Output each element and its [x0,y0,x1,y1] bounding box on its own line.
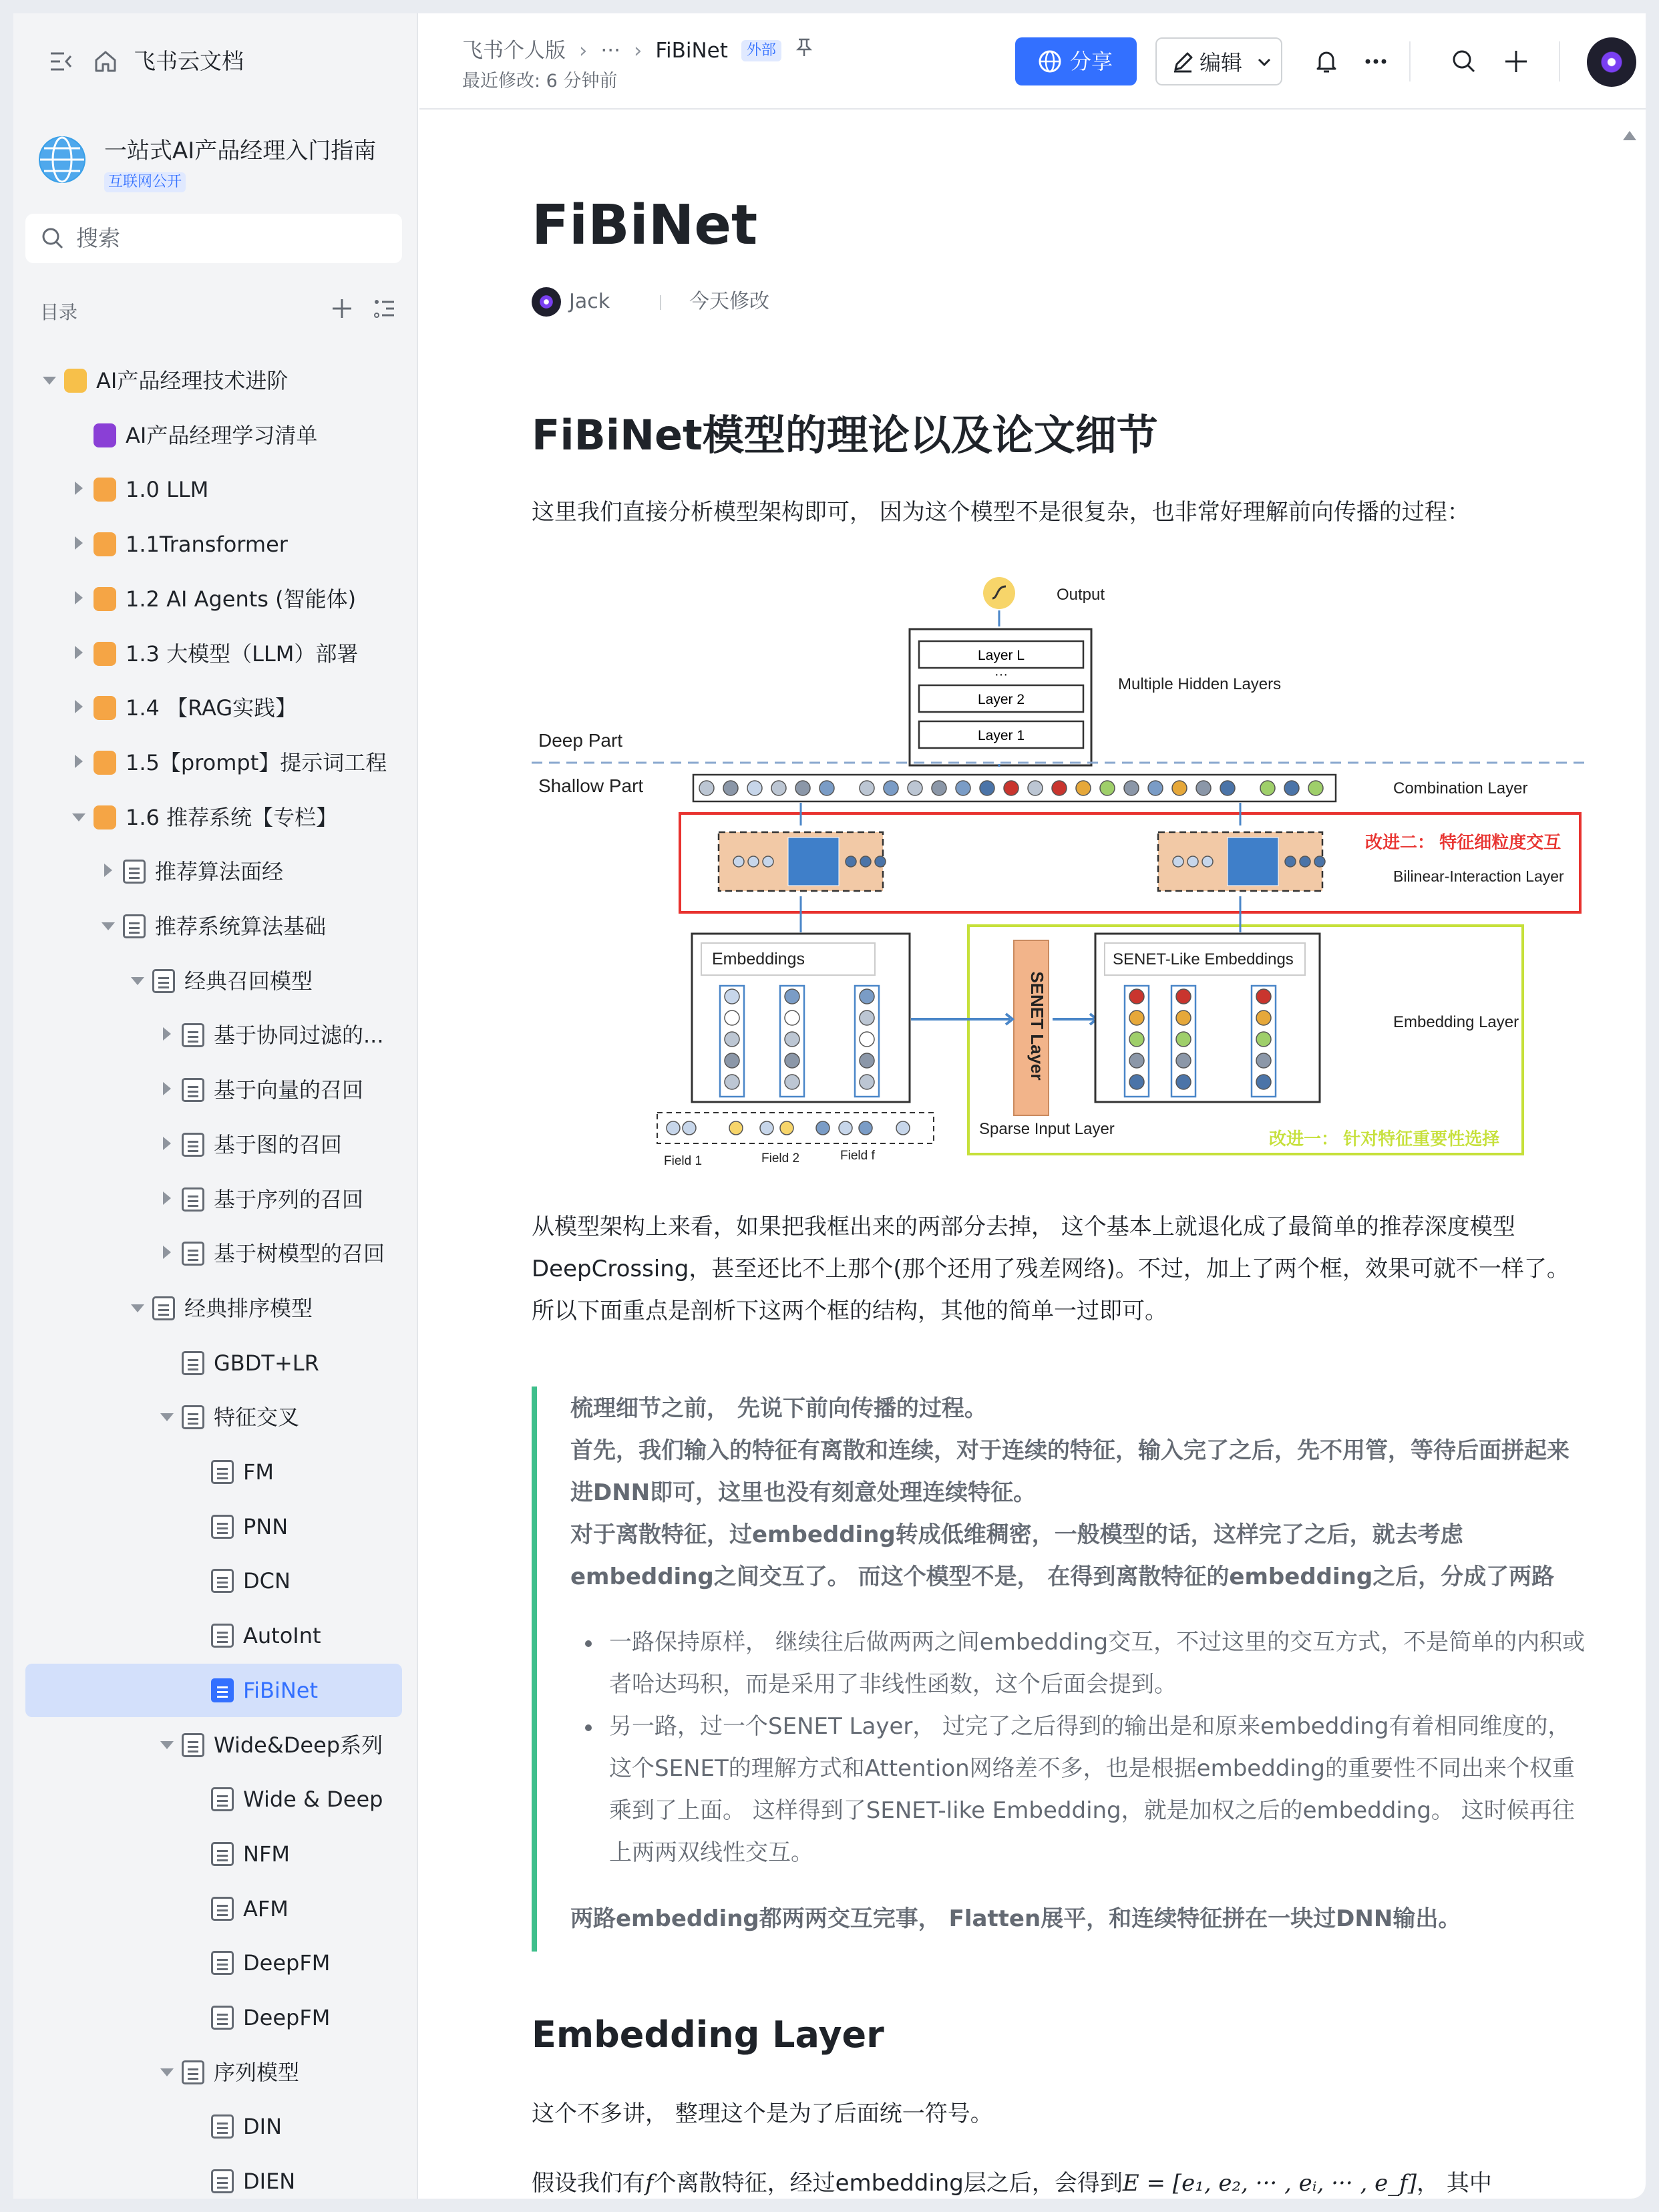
combination-node [932,781,946,795]
embedding-node [860,1010,874,1025]
sidebar-item-label: 基于树模型的召回 [214,1241,385,1267]
sidebar-item[interactable] [25,1173,402,1226]
embedding-node [1176,1075,1191,1089]
sidebar-item[interactable] [25,1227,402,1280]
sidebar-item-label: 1.2 AI Agents (智能体) [126,586,357,612]
combination-node [1004,781,1019,795]
text-fragment: 个离散特征，经过embedding层之后，会得到 [653,2170,1123,2197]
embedding-node [725,1053,739,1068]
expand-arrow-right-icon[interactable] [104,864,112,877]
embedding-node [725,1010,739,1025]
sidebar-item[interactable] [25,681,402,735]
svg-text:···: ··· [994,667,1008,682]
expand-arrow-right-icon[interactable] [163,1191,171,1205]
last-modified: 最近修改: 6 分钟前 [462,71,618,91]
sparse-node [760,1121,773,1135]
doc-icon [211,2114,234,2139]
breadcrumb-root[interactable]: 飞书个人版 [462,38,566,63]
math-embedding-matrix: E = [e₁, e₂, ··· , eᵢ, ··· , e_f] [1122,2170,1417,2197]
sidebar-item-label: DIN [243,2114,283,2140]
orange-app-icon [94,696,116,720]
label-layer-1: Layer 1 [977,728,1025,743]
chevron-down-icon [1257,55,1272,69]
sidebar-item-label: 基于协同过滤的... [214,1023,384,1049]
sidebar-item-label: 基于序列的召回 [214,1186,364,1212]
combination-node [884,781,898,795]
embedding-node [860,1032,874,1047]
embedding-node [1256,1032,1271,1047]
bilinear-node [1300,856,1310,867]
expand-arrow-right-icon[interactable] [75,591,83,604]
toc-list-icon[interactable] [371,295,398,322]
sidebar-item-label: 特征交叉 [214,1405,300,1431]
sparse-node [839,1121,852,1135]
sidebar-item-label: 1.5【prompt】提示词工程 [126,749,387,775]
sidebar-collapse-icon[interactable] [48,48,75,75]
doc-icon [182,1733,204,1757]
combination-node [860,781,874,795]
sidebar-item[interactable] [25,2155,402,2208]
quote-line-2: 首先，我们输入的特征有离散和连续，对于连续的特征，输入完了之后，先不用管，等待后面拼起来进DNN即可，这里也没有刻意处理连续特征。 [570,1437,1570,1506]
fibinet-diagram [532,572,1594,1168]
embedding-node [860,1053,874,1068]
embedding-node [1256,989,1271,1004]
combination-node [1196,781,1211,795]
sidebar-item[interactable] [25,2100,402,2153]
sidebar-item-label: FiBiNet [243,1677,318,1703]
combination-node [1308,781,1323,795]
embedding-node [725,989,739,1004]
embedding-node [1129,1075,1144,1089]
label-bilinear: Bilinear-Interaction Layer [1393,868,1564,885]
embedding-node [1256,1075,1271,1089]
space-header[interactable] [39,126,413,199]
sidebar-item[interactable] [25,791,402,844]
doc-icon [123,914,146,938]
expand-arrow-right-icon[interactable] [75,646,83,659]
embedding-node [1256,1010,1271,1025]
bilinear-node [1314,856,1325,867]
bilinear-node [1202,856,1213,867]
sidebar-item[interactable] [25,463,402,516]
create-icon[interactable] [1503,48,1529,75]
doc-icon [211,2169,234,2193]
sidebar-item[interactable] [25,572,402,626]
meta-divider [660,295,661,310]
embedding-node [785,1032,799,1047]
callout-quote [532,1387,1594,1952]
orange-app-icon [94,532,116,556]
sidebar-item-label: NFM [243,1841,290,1867]
sidebar-item[interactable] [25,736,402,789]
doc-icon [123,860,146,884]
sidebar-item-label: Wide&Deep系列 [214,1732,383,1758]
bilinear-node [1285,856,1296,867]
doc-icon [211,1460,234,1484]
combination-node [1076,781,1091,795]
combination-node [747,781,762,795]
sidebar-item[interactable] [25,1500,402,1553]
sidebar-item-label: 基于向量的召回 [214,1077,364,1103]
expand-arrow-down-icon[interactable] [160,1413,174,1421]
embedding-node [860,1075,874,1089]
share-button[interactable] [1015,37,1137,85]
sidebar-item-label: 1.0 LLM [126,477,209,503]
orange-app-icon [94,587,116,611]
doc-icon [182,1078,204,1102]
sidebar-item[interactable] [25,1773,402,1826]
quote-bullets [570,1622,1586,1874]
breadcrumb-current[interactable]: FiBiNet [655,38,728,63]
breadcrumb [462,36,813,64]
sparse-node [859,1121,872,1135]
intro-paragraph: 这里我们直接分析模型架构即可， 因为这个模型不是很复杂，也非常好理解前向传播的过程： [532,499,1470,526]
combination-node [771,781,786,795]
toc-label: 目录 [40,301,78,323]
sidebar-item-label: AutoInt [243,1623,321,1649]
sidebar-item[interactable] [25,518,402,571]
sidebar-item-label: FM [243,1459,274,1485]
embedding-paragraph-2 [532,2163,1587,2205]
expand-arrow-down-icon[interactable] [131,1304,144,1312]
toolbar-divider [1559,41,1560,81]
floppy-icon [94,423,116,447]
label-multiple-hidden: Multiple Hidden Layers [1118,675,1282,693]
sidebar-item-label: DeepFM [243,2005,331,2030]
embedding-node [1129,1010,1144,1025]
sparse-node [780,1121,793,1135]
sidebar-item-label: DCN [243,1568,291,1594]
sidebar-item-label: 1.4 【RAG实践】 [126,695,297,721]
breadcrumb-separator-icon: › [633,38,642,63]
space-public-badge: 互联网公开 [104,172,186,192]
doc-icon [211,1787,234,1811]
embedding-node [1176,1032,1191,1047]
expand-arrow-right-icon[interactable] [75,755,83,768]
sidebar-item[interactable] [25,1827,402,1881]
toolbar-divider [1409,41,1411,81]
bilinear-node [763,856,773,867]
embedding-node [1129,1032,1144,1047]
sidebar-header [13,13,418,114]
bilinear-node [733,856,744,867]
sidebar-item[interactable] [25,900,402,953]
sidebar-item[interactable] [25,1718,402,1772]
search-icon [40,226,65,251]
label-senet-like: SENET-Like Embeddings [1113,950,1294,968]
sidebar-item-label: Wide & Deep [243,1787,383,1813]
toc-header [40,294,401,327]
expand-arrow-down-icon[interactable] [102,922,115,930]
doc-icon [182,1187,204,1212]
heading-embedding-layer: Embedding Layer [532,2014,884,2056]
sidebar-item-label: 1.6 推荐系统【专栏】 [126,804,338,830]
search-icon[interactable] [1451,48,1477,75]
more-icon[interactable] [1362,48,1389,75]
embedding-node [785,1075,799,1089]
expand-arrow-down-icon[interactable] [43,377,56,385]
doc-icon [152,1296,175,1320]
expand-arrow-right-icon[interactable] [75,700,83,713]
sidebar-item[interactable] [25,409,402,462]
sidebar-item[interactable] [25,1282,402,1335]
sidebar-item-label: GBDT+LR [214,1350,319,1376]
sidebar-item-label: AI产品经理学习清单 [126,422,318,448]
combination-node [956,781,970,795]
bilinear-node [1187,856,1198,867]
doc-icon [182,2060,204,2084]
label-embeddings: Embeddings [712,950,805,968]
sidebar-item[interactable] [25,1118,402,1171]
sidebar-item[interactable] [25,1336,402,1390]
sidebar-item[interactable] [25,1882,402,1936]
doc-icon [211,2006,234,2030]
label-improve-1: 改进一： 针对特征重要性选择 [1269,1129,1500,1149]
sidebar-item-label: 序列模型 [214,2059,300,2085]
app-window [13,13,1646,2199]
combination-node [908,781,922,795]
doc-icon [182,1405,204,1429]
expand-arrow-down-icon[interactable] [72,813,85,821]
doc-icon [182,1351,204,1375]
search-input[interactable]: 搜索 [76,225,120,251]
sidebar-item[interactable] [25,1609,402,1662]
home-icon[interactable] [92,48,119,75]
embedding-paragraph-1: 这个不多讲， 整理这个是为了后面统一符号。 [532,2100,993,2127]
combination-node [1220,781,1235,795]
sidebar-item-label: DIEN [243,2169,296,2195]
sidebar-item[interactable] [25,845,402,898]
orange-app-icon [94,751,116,775]
doc-icon [211,1624,234,1648]
label-combination: Combination Layer [1393,779,1528,797]
sidebar-item-label: PNN [243,1513,289,1539]
breadcrumb-separator-icon: › [579,38,588,63]
label-improve-2: 改进二： 特征细粒度交互 [1365,832,1561,852]
sidebar-item[interactable] [25,1391,402,1444]
sidebar-item-label: 经典排序模型 [184,1295,313,1321]
combination-node [1284,781,1299,795]
edit-label: 编辑 [1200,50,1243,75]
label-senet-layer: SENET Layer [1027,971,1047,1081]
combination-node [1172,781,1187,795]
sidebar-item-label: 1.1Transformer [126,532,288,558]
doc-content [419,111,1646,2199]
sparse-node [729,1121,743,1135]
breadcrumb-more[interactable]: ··· [600,38,620,63]
bullet-item: 一路保持原样， 继续往后做两两之间embedding交互，不过这里的交互方式，不是简单的内积或者哈达玛积，而是采用了非线性函数，这个后面会提到。 [570,1622,1586,1706]
sidebar-item-label: 经典召回模型 [184,968,313,994]
label-deep-part: Deep Part [538,730,623,751]
quote-line-3: 对于离散特征，过embedding转成低维稠密，一般模型的话，这样完了之后，就去考虑embedding之间交互了。 而这个模型不是， 在得到离散特征的embedding之后，分成了两路 [570,1521,1555,1590]
expand-arrow-right-icon[interactable] [163,1246,171,1259]
sidebar-item[interactable] [25,627,402,681]
sidebar-item-label: AFM [243,1895,289,1921]
pin-icon[interactable] [795,37,813,64]
embedding-node [1176,1053,1191,1068]
bell-icon[interactable] [1313,48,1340,75]
doc-icon [211,1569,234,1593]
expand-arrow-right-icon[interactable] [163,1082,171,1095]
quote-conclusion: 两路embedding都两两交互完事， Flatten展平，和连续特征拼在一块过DNN输出。 [570,1905,1461,1932]
sidebar-item[interactable] [25,1445,402,1499]
modified-time: 今天修改 [689,290,769,313]
combination-node [1260,781,1275,795]
expand-arrow-right-icon[interactable] [75,482,83,495]
author-avatar[interactable] [532,287,561,317]
doc-icon [211,1897,234,1921]
expand-arrow-down-icon[interactable] [131,977,144,985]
embedding-node [1129,989,1144,1004]
label-layer-l: Layer L [977,648,1025,663]
scroll-up-icon[interactable] [1623,131,1636,140]
text-fragment: ， 其中 [1417,2170,1492,2197]
bilinear-node [1173,856,1183,867]
share-label: 分享 [1070,49,1113,74]
author-name[interactable]: Jack [569,290,610,313]
embedding-node [785,1053,799,1068]
combination-node [699,781,714,795]
doc-title: FiBiNet [532,194,758,257]
sidebar-item-label: 推荐系统算法基础 [155,914,327,939]
sidebar-item[interactable] [25,1063,402,1117]
sidebar-item[interactable] [25,1554,402,1608]
pen-icon [1171,51,1194,73]
combination-node [1124,781,1139,795]
sidebar-item[interactable] [25,1936,402,1990]
combination-node [1028,781,1043,795]
architecture-paragraph: 从模型架构上来看，如果把我框出来的两部分去掉， 这个基本上就退化成了最简单的推荐深度模型DeepCrossing，甚至还比不上那个(那个还用了残差网络)。不过，加上了两个框，效果可就不一样了。所以下面重点是剖析下这两个框的结构，其他的简单一过即可。 [532,1214,1570,1324]
sparse-node [896,1121,910,1135]
expand-arrow-right-icon[interactable] [75,536,83,550]
sidebar-item[interactable] [25,2046,402,2099]
sidebar-item[interactable] [25,1008,402,1062]
globe-icon [1038,49,1062,73]
doc-icon [211,1515,234,1539]
embedding-node [1176,989,1191,1004]
doc-icon [182,1133,204,1157]
app-brand[interactable]: 飞书云文档 [134,48,244,74]
embedding-node [860,989,874,1004]
math-f: f [645,2170,654,2197]
orange-app-icon [94,478,116,502]
combination-node [980,781,994,795]
combination-node [1100,781,1115,795]
bilinear-node [860,856,871,867]
sparse-node [816,1121,830,1135]
combination-node [723,781,738,795]
doc-icon [211,1678,234,1702]
sidebar-item[interactable] [25,354,402,407]
quote-line-1: 梳理细节之前， 先说下前向传播的过程。 [570,1395,987,1422]
doc-icon [152,969,175,993]
combination-node [1148,781,1163,795]
doc-icon [211,1951,234,1975]
bilinear-matrix-block [788,838,839,886]
doc-icon [182,1023,204,1047]
doc-icon [182,1242,204,1266]
embedding-node [785,989,799,1004]
bilinear-node [748,856,759,867]
heading-main: FiBiNet模型的理论以及论文细节 [532,411,1158,459]
combination-node [1052,781,1067,795]
label-shallow-part: Shallow Part [538,775,644,796]
sidebar-search[interactable] [25,214,402,263]
label-embedding-layer: Embedding Layer [1393,1013,1519,1031]
label-field-2: Field 2 [761,1151,800,1165]
space-title: 一站式AI产品经理入门指南 [104,138,377,164]
sidebar [13,13,418,2199]
sidebar-item[interactable] [25,1991,402,2044]
label-sparse-input: Sparse Input Layer [979,1120,1115,1138]
external-badge: 外部 [741,40,781,61]
sigmoid-output-node [983,577,1015,609]
add-page-icon[interactable] [329,295,355,322]
user-avatar[interactable] [1587,37,1636,87]
label-field-1: Field 1 [664,1154,703,1168]
embedding-node [785,1010,799,1025]
sparse-node [683,1121,696,1135]
orange-app-icon [94,805,116,830]
expand-arrow-down-icon[interactable] [160,1741,174,1749]
folder-hand-icon [64,369,87,393]
sidebar-item-label: AI产品经理技术进阶 [96,368,289,393]
label-output: Output [1057,586,1105,604]
bilinear-node [846,856,856,867]
expand-arrow-right-icon[interactable] [163,1027,171,1041]
combination-node [819,781,834,795]
sidebar-item-label: 1.3 大模型（LLM）部署 [126,640,359,667]
sidebar-item-label: 推荐算法面经 [155,859,284,885]
embedding-node [1129,1053,1144,1068]
label-field-f: Field f [840,1149,875,1163]
label-layer-2: Layer 2 [977,692,1025,707]
doc-topbar [419,13,1646,110]
sparse-node [667,1121,680,1135]
embedding-node [1256,1053,1271,1068]
text-fragment: 假设我们有 [532,2170,645,2197]
embedding-node [725,1075,739,1089]
orange-app-icon [94,642,116,666]
sidebar-item-label: DeepFM [243,1950,331,1976]
edit-mode-button[interactable] [1155,37,1282,85]
combination-node [795,781,810,795]
expand-arrow-right-icon[interactable] [163,1137,171,1150]
globe-icon [39,136,85,183]
doc-icon [211,1842,234,1866]
bilinear-node [875,856,886,867]
expand-arrow-down-icon[interactable] [160,2068,174,2076]
sidebar-item[interactable] [25,1664,402,1717]
sidebar-item[interactable] [25,954,402,1008]
bullet-item: 另一路，过一个SENET Layer， 过完了之后得到的输出是和原来embedding有着相同维度的，这个SENET的理解方式和Attention网络差不多，也是根据embedding的重要性不同出来个权重乘到了上面。 这样得到了SENET-like Embedding，就是加权之后的embedding。 这时候再往上两两双线性交互。 [570,1706,1586,1874]
architecture-figure[interactable] [532,572,1594,1168]
embedding-node [1176,1010,1191,1025]
sidebar-item-label: 基于图的召回 [214,1131,343,1157]
embedding-node [725,1032,739,1047]
bilinear-matrix-block [1228,838,1278,886]
